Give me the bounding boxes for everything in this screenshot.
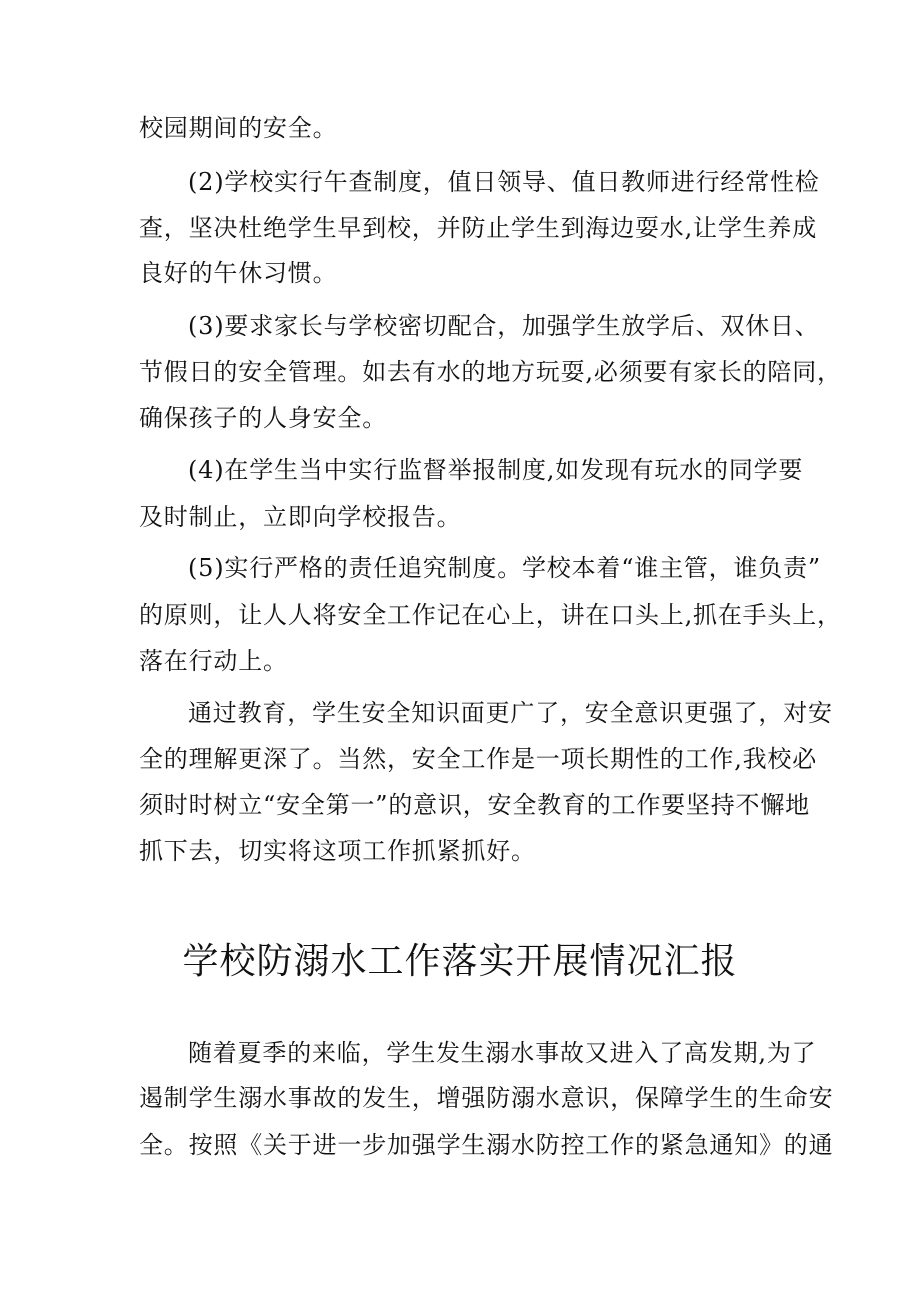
paragraph-line: 的原则，让人人将安全工作记在心上，讲在口头上,抓在手头上， xyxy=(139,601,842,629)
paragraph-line: 通过教育，学生安全知识面更广了，安全意识更强了，对安 xyxy=(188,699,833,727)
paragraph-line: 落在行动上。 xyxy=(139,647,288,675)
paragraph-line: (2)学校实行午查制度，值日领导、值日教师进行经常性检 xyxy=(188,168,820,196)
paragraph-line: (4)在学生当中实行监督举报制度,如发现有玩水的同学要 xyxy=(188,456,804,484)
paragraph-line: 随着夏季的来临，学生发生溺水事故又进入了高发期,为了 xyxy=(188,1039,817,1067)
paragraph-line: 确保孩子的人身安全。 xyxy=(139,404,387,432)
paragraph-line: 节假日的安全管理。如去有水的地方玩耍,必须要有家长的陪同， xyxy=(139,358,842,386)
paragraph-line: 校园期间的安全。 xyxy=(139,114,338,142)
paragraph-line: 全。按照《关于进一步加强学生溺水防控工作的紧急通知》的通 xyxy=(139,1131,834,1159)
paragraph-line: 遏制学生溺水事故的发生，增强防溺水意识，保障学生的生命安 xyxy=(139,1084,834,1112)
paragraph-line: (5)实行严格的责任追究制度。学校本着“谁主管，谁负责” xyxy=(188,554,821,582)
paragraph-line: 抓下去，切实将这项工作抓紧抓好。 xyxy=(139,837,536,865)
paragraph-line: 查，坚决杜绝学生早到校，并防止学生到海边耍水,让学生养成 xyxy=(139,214,818,242)
paragraph-line: 须时时树立“安全第一”的意识，安全教育的工作要坚持不懈地 xyxy=(139,791,810,819)
paragraph-line: 全的理解更深了。当然，安全工作是一项长期性的工作,我校必 xyxy=(139,745,818,773)
document-title: 学校防溺水工作落实开展情况汇报 xyxy=(182,941,738,982)
paragraph-line: 良好的午休习惯。 xyxy=(139,259,338,287)
paragraph-line: (3)要求家长与学校密切配合，加强学生放学后、双休日、 xyxy=(188,312,820,340)
paragraph-line: 及时制止，立即向学校报告。 xyxy=(139,503,462,531)
